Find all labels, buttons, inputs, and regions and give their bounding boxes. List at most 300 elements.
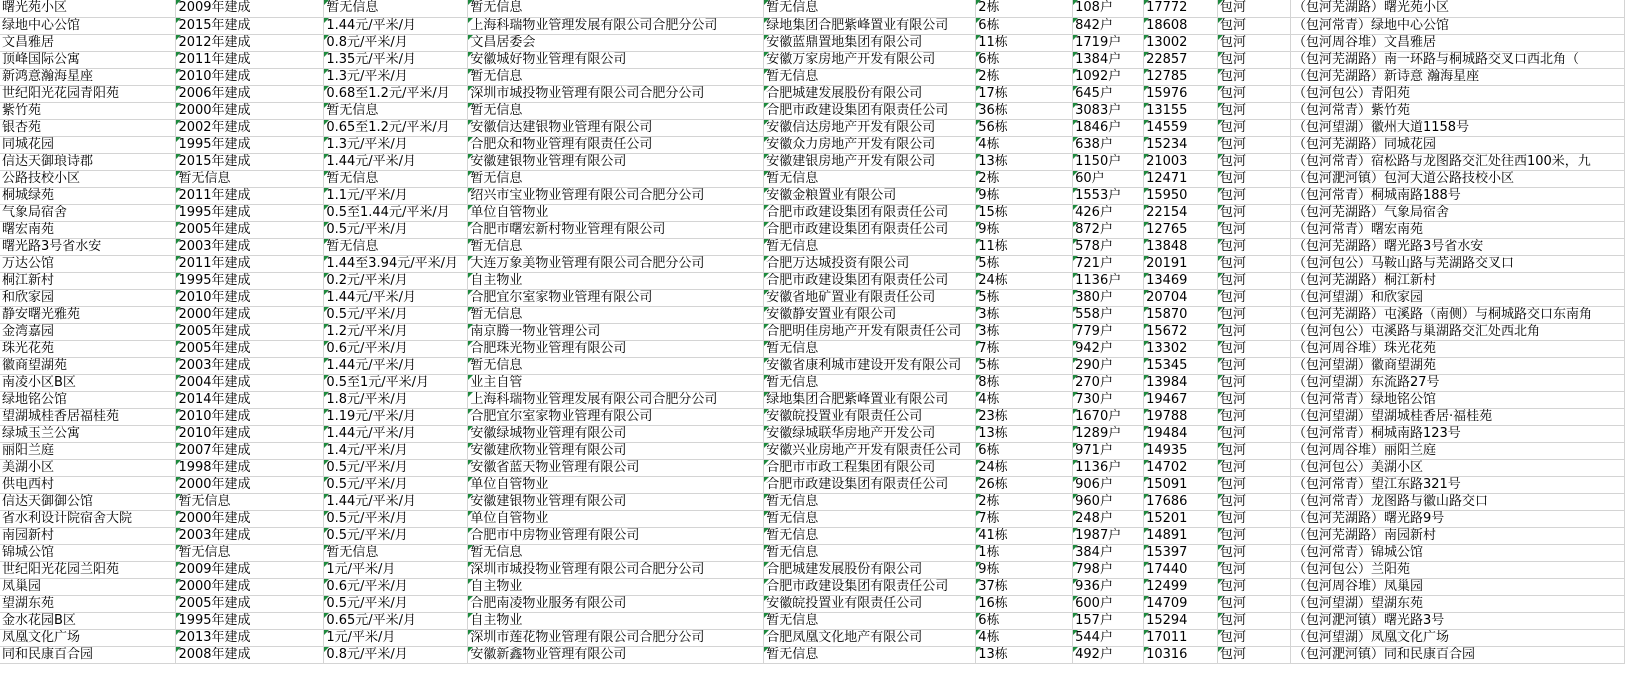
cell-household-count[interactable]: 270户: [1073, 374, 1144, 391]
cell-property-fee[interactable]: 0.5元/平米/月: [324, 510, 468, 527]
cell-household-count[interactable]: 872户: [1073, 221, 1144, 238]
cell-household-count[interactable]: 157户: [1073, 612, 1144, 629]
cell-district[interactable]: 包河: [1218, 187, 1291, 204]
cell-building-count[interactable]: 24栋: [976, 272, 1073, 289]
cell-property-company[interactable]: 南京腾一物业管理公司: [468, 323, 764, 340]
cell-district[interactable]: 包河: [1218, 323, 1291, 340]
cell-developer[interactable]: 绿地集团合肥紫峰置业有限公司: [764, 391, 976, 408]
cell-community-name[interactable]: 世纪阳光花园青阳苑: [0, 85, 176, 102]
cell-property-fee[interactable]: 1.44元/平米/月: [324, 493, 468, 510]
cell-address[interactable]: （包河芜湖路）曙光路3号省水安: [1290, 238, 1624, 255]
cell-address[interactable]: （包河常青）桐城南路188号: [1290, 187, 1624, 204]
cell-developer[interactable]: 合肥城建发展股份有限公司: [764, 561, 976, 578]
cell-household-count[interactable]: 1719户: [1073, 34, 1144, 51]
cell-property-company[interactable]: 大连万象美物业管理有限公司合肥分公司: [468, 255, 764, 272]
cell-developer[interactable]: 暂无信息: [764, 340, 976, 357]
cell-address[interactable]: （包河芜湖路）曙光路9号: [1290, 510, 1624, 527]
cell-unit-price[interactable]: 15397: [1144, 544, 1218, 561]
cell-district[interactable]: 包河: [1218, 425, 1291, 442]
cell-community-name[interactable]: 世纪阳光花园兰阳苑: [0, 561, 176, 578]
cell-property-fee[interactable]: 0.6元/平米/月: [324, 578, 468, 595]
cell-property-company[interactable]: 安徽信达建银物业管理有限公司: [468, 119, 764, 136]
cell-property-fee[interactable]: 1.8元/平米/月: [324, 391, 468, 408]
cell-address[interactable]: （包河包公）马鞍山路与芜湖路交叉口: [1290, 255, 1624, 272]
cell-property-fee[interactable]: 1.44元/平米/月: [324, 357, 468, 374]
cell-property-company[interactable]: 合肥珠光物业管理有限公司: [468, 340, 764, 357]
cell-building-count[interactable]: 17栋: [976, 85, 1073, 102]
cell-district[interactable]: 包河: [1218, 493, 1291, 510]
cell-build-year[interactable]: 1998年建成: [176, 459, 324, 476]
cell-property-fee[interactable]: 0.5元/平米/月: [324, 221, 468, 238]
cell-property-company[interactable]: 合肥众和物业管理有限责任公司: [468, 136, 764, 153]
cell-building-count[interactable]: 9栋: [976, 221, 1073, 238]
cell-property-fee[interactable]: 1.3元/平米/月: [324, 136, 468, 153]
cell-district[interactable]: 包河: [1218, 476, 1291, 493]
cell-developer[interactable]: 合肥市政建设集团有限责任公司: [764, 476, 976, 493]
cell-community-name[interactable]: 金水花园B区: [0, 612, 176, 629]
cell-property-company[interactable]: 安徽建银物业管理有限公司: [468, 153, 764, 170]
cell-building-count[interactable]: 2栋: [976, 68, 1073, 85]
cell-developer[interactable]: 合肥市市政工程集团有限公司: [764, 459, 976, 476]
cell-community-name[interactable]: 绿地中心公馆: [0, 17, 176, 34]
cell-developer[interactable]: 安徽万家房地产开发有限公司: [764, 51, 976, 68]
cell-unit-price[interactable]: 15234: [1144, 136, 1218, 153]
cell-build-year[interactable]: 2013年建成: [176, 629, 324, 646]
cell-property-company[interactable]: 深圳市城投物业管理有限公司合肥分公司: [468, 85, 764, 102]
cell-district[interactable]: 包河: [1218, 578, 1291, 595]
cell-household-count[interactable]: 638户: [1073, 136, 1144, 153]
cell-community-name[interactable]: 同城花园: [0, 136, 176, 153]
cell-address[interactable]: （包河周谷堆）珠光花苑: [1290, 340, 1624, 357]
cell-address[interactable]: （包河芜湖路）屯溪路（南侧）与桐城路交口东南角: [1290, 306, 1624, 323]
cell-build-year[interactable]: 暂无信息: [176, 493, 324, 510]
cell-build-year[interactable]: 1995年建成: [176, 204, 324, 221]
cell-building-count[interactable]: 13栋: [976, 646, 1073, 663]
cell-household-count[interactable]: 380户: [1073, 289, 1144, 306]
cell-property-company[interactable]: 安徽绿城物业管理有限公司: [468, 425, 764, 442]
cell-property-company[interactable]: 暂无信息: [468, 544, 764, 561]
cell-property-company[interactable]: 合肥市曙宏新村物业管理有限公司: [468, 221, 764, 238]
cell-property-company[interactable]: 合肥市中房物业管理有限公司: [468, 527, 764, 544]
cell-building-count[interactable]: 4栋: [976, 136, 1073, 153]
cell-community-name[interactable]: 望湖城桂香居福桂苑: [0, 408, 176, 425]
cell-building-count[interactable]: 11栋: [976, 238, 1073, 255]
cell-building-count[interactable]: 56栋: [976, 119, 1073, 136]
cell-household-count[interactable]: 1136户: [1073, 459, 1144, 476]
cell-address[interactable]: （包河周谷堆）丽阳兰庭: [1290, 442, 1624, 459]
cell-developer[interactable]: 合肥市政建设集团有限责任公司: [764, 102, 976, 119]
cell-community-name[interactable]: 桐江新村: [0, 272, 176, 289]
cell-property-fee[interactable]: 0.5元/平米/月: [324, 306, 468, 323]
cell-build-year[interactable]: 2005年建成: [176, 323, 324, 340]
cell-build-year[interactable]: 2003年建成: [176, 527, 324, 544]
cell-property-company[interactable]: 暂无信息: [468, 238, 764, 255]
cell-address[interactable]: （包河常青）绿地中心公馆: [1290, 17, 1624, 34]
cell-property-fee[interactable]: 0.5至1元/平米/月: [324, 374, 468, 391]
cell-district[interactable]: 包河: [1218, 289, 1291, 306]
cell-property-fee[interactable]: 1.3元/平米/月: [324, 68, 468, 85]
cell-property-fee[interactable]: 1.44元/平米/月: [324, 289, 468, 306]
cell-household-count[interactable]: 1846户: [1073, 119, 1144, 136]
cell-household-count[interactable]: 578户: [1073, 238, 1144, 255]
cell-district[interactable]: 包河: [1218, 51, 1291, 68]
cell-address[interactable]: （包河望湖）东流路27号: [1290, 374, 1624, 391]
cell-property-company[interactable]: 绍兴市宝业物业管理有限公司合肥分公司: [468, 187, 764, 204]
cell-property-company[interactable]: 安徽建欣物业管理有限公司: [468, 442, 764, 459]
cell-unit-price[interactable]: 14709: [1144, 595, 1218, 612]
cell-unit-price[interactable]: 12785: [1144, 68, 1218, 85]
cell-district[interactable]: 包河: [1218, 272, 1291, 289]
cell-household-count[interactable]: 1092户: [1073, 68, 1144, 85]
cell-unit-price[interactable]: 13984: [1144, 374, 1218, 391]
cell-property-fee[interactable]: 1.44至3.94元/平米/月: [324, 255, 468, 272]
cell-build-year[interactable]: 2003年建成: [176, 238, 324, 255]
cell-property-fee[interactable]: 0.2元/平米/月: [324, 272, 468, 289]
cell-property-fee[interactable]: 1.4元/平米/月: [324, 442, 468, 459]
cell-building-count[interactable]: 7栋: [976, 510, 1073, 527]
cell-unit-price[interactable]: 17772: [1144, 0, 1218, 17]
cell-address[interactable]: （包河常青）曙宏南苑: [1290, 221, 1624, 238]
cell-property-fee[interactable]: 0.5元/平米/月: [324, 527, 468, 544]
cell-unit-price[interactable]: 17011: [1144, 629, 1218, 646]
cell-developer[interactable]: 安徽众力房地产开发有限公司: [764, 136, 976, 153]
cell-community-name[interactable]: 曙光苑小区: [0, 0, 176, 17]
cell-building-count[interactable]: 37栋: [976, 578, 1073, 595]
cell-building-count[interactable]: 8栋: [976, 374, 1073, 391]
cell-developer[interactable]: 暂无信息: [764, 170, 976, 187]
cell-community-name[interactable]: 桐城绿苑: [0, 187, 176, 204]
cell-district[interactable]: 包河: [1218, 204, 1291, 221]
cell-district[interactable]: 包河: [1218, 221, 1291, 238]
cell-unit-price[interactable]: 15672: [1144, 323, 1218, 340]
cell-developer[interactable]: 暂无信息: [764, 0, 976, 17]
cell-unit-price[interactable]: 13469: [1144, 272, 1218, 289]
cell-community-name[interactable]: 万达公馆: [0, 255, 176, 272]
cell-property-company[interactable]: 安徽城好物业管理有限公司: [468, 51, 764, 68]
cell-community-name[interactable]: 南园新村: [0, 527, 176, 544]
cell-property-company[interactable]: 上海科瑞物业管理发展有限公司合肥分公司: [468, 17, 764, 34]
cell-district[interactable]: 包河: [1218, 391, 1291, 408]
cell-address[interactable]: （包河包公）屯溪路与巢湖路交汇处西北角: [1290, 323, 1624, 340]
cell-build-year[interactable]: 2000年建成: [176, 578, 324, 595]
cell-household-count[interactable]: 842户: [1073, 17, 1144, 34]
cell-property-company[interactable]: 单位自管物业: [468, 476, 764, 493]
cell-building-count[interactable]: 23栋: [976, 408, 1073, 425]
cell-household-count[interactable]: 721户: [1073, 255, 1144, 272]
cell-developer[interactable]: 安徽信达房地产开发有限公司: [764, 119, 976, 136]
cell-unit-price[interactable]: 15345: [1144, 357, 1218, 374]
cell-developer[interactable]: 安徽建银房地产开发有限公司: [764, 153, 976, 170]
cell-property-fee[interactable]: 暂无信息: [324, 544, 468, 561]
cell-address[interactable]: （包河芜湖路）南一环路与桐城路交叉口西北角（: [1290, 51, 1624, 68]
cell-property-fee[interactable]: 1.44元/平米/月: [324, 17, 468, 34]
cell-address[interactable]: （包河包公）美湖小区: [1290, 459, 1624, 476]
cell-developer[interactable]: 合肥明佳房地产开发有限责任公司: [764, 323, 976, 340]
cell-address[interactable]: （包河常青）宿松路与龙图路交汇处往西100米，九: [1290, 153, 1624, 170]
cell-property-fee[interactable]: 0.65至1.2元/平米/月: [324, 119, 468, 136]
cell-building-count[interactable]: 6栋: [976, 17, 1073, 34]
cell-district[interactable]: 包河: [1218, 136, 1291, 153]
cell-developer[interactable]: 安徽静安置业有限公司: [764, 306, 976, 323]
cell-household-count[interactable]: 60户: [1073, 170, 1144, 187]
cell-property-company[interactable]: 自主物业: [468, 578, 764, 595]
cell-property-company[interactable]: 单位自管物业: [468, 204, 764, 221]
cell-building-count[interactable]: 5栋: [976, 357, 1073, 374]
cell-address[interactable]: （包河淝河镇）包河大道公路技校小区: [1290, 170, 1624, 187]
cell-community-name[interactable]: 公路技校小区: [0, 170, 176, 187]
cell-community-name[interactable]: 徽商望湖苑: [0, 357, 176, 374]
cell-address[interactable]: （包河淝河镇）曙光路3号: [1290, 612, 1624, 629]
cell-property-fee[interactable]: 暂无信息: [324, 170, 468, 187]
cell-address[interactable]: （包河周谷堆）凤巢园: [1290, 578, 1624, 595]
cell-developer[interactable]: 暂无信息: [764, 68, 976, 85]
cell-community-name[interactable]: 紫竹苑: [0, 102, 176, 119]
cell-property-fee[interactable]: 1.44元/平米/月: [324, 425, 468, 442]
cell-community-name[interactable]: 金湾嘉园: [0, 323, 176, 340]
cell-household-count[interactable]: 1553户: [1073, 187, 1144, 204]
cell-build-year[interactable]: 2010年建成: [176, 68, 324, 85]
cell-community-name[interactable]: 顶峰国际公寓: [0, 51, 176, 68]
cell-household-count[interactable]: 1670户: [1073, 408, 1144, 425]
cell-build-year[interactable]: 2004年建成: [176, 374, 324, 391]
cell-community-name[interactable]: 信达天御御公馆: [0, 493, 176, 510]
cell-household-count[interactable]: 779户: [1073, 323, 1144, 340]
cell-district[interactable]: 包河: [1218, 629, 1291, 646]
cell-district[interactable]: 包河: [1218, 170, 1291, 187]
cell-district[interactable]: 包河: [1218, 34, 1291, 51]
cell-property-fee[interactable]: 暂无信息: [324, 102, 468, 119]
cell-district[interactable]: 包河: [1218, 357, 1291, 374]
cell-household-count[interactable]: 906户: [1073, 476, 1144, 493]
cell-district[interactable]: 包河: [1218, 612, 1291, 629]
cell-community-name[interactable]: 珠光花苑: [0, 340, 176, 357]
cell-developer[interactable]: 安徽金粮置业有限公司: [764, 187, 976, 204]
cell-community-name[interactable]: 信达天御琅诗郡: [0, 153, 176, 170]
cell-build-year[interactable]: 2000年建成: [176, 510, 324, 527]
cell-district[interactable]: 包河: [1218, 119, 1291, 136]
cell-household-count[interactable]: 426户: [1073, 204, 1144, 221]
cell-build-year[interactable]: 1995年建成: [176, 612, 324, 629]
cell-district[interactable]: 包河: [1218, 544, 1291, 561]
cell-build-year[interactable]: 2005年建成: [176, 221, 324, 238]
cell-developer[interactable]: 合肥城建发展股份有限公司: [764, 85, 976, 102]
cell-address[interactable]: （包河望湖）凤凰文化广场: [1290, 629, 1624, 646]
cell-building-count[interactable]: 9栋: [976, 561, 1073, 578]
cell-household-count[interactable]: 1289户: [1073, 425, 1144, 442]
cell-address[interactable]: （包河芜湖路）南园新村: [1290, 527, 1624, 544]
cell-property-company[interactable]: 暂无信息: [468, 0, 764, 17]
cell-property-company[interactable]: 自主物业: [468, 612, 764, 629]
cell-address[interactable]: （包河望湖）和欣家园: [1290, 289, 1624, 306]
cell-district[interactable]: 包河: [1218, 408, 1291, 425]
cell-district[interactable]: 包河: [1218, 561, 1291, 578]
cell-address[interactable]: （包河常青）绿地铭公馆: [1290, 391, 1624, 408]
cell-building-count[interactable]: 6栋: [976, 612, 1073, 629]
cell-community-name[interactable]: 同和民康百合园: [0, 646, 176, 663]
cell-address[interactable]: （包河常青）龙图路与徽山路交口: [1290, 493, 1624, 510]
cell-build-year[interactable]: 2000年建成: [176, 306, 324, 323]
cell-community-name[interactable]: 省水利设计院宿舍大院: [0, 510, 176, 527]
cell-district[interactable]: 包河: [1218, 238, 1291, 255]
cell-household-count[interactable]: 1987户: [1073, 527, 1144, 544]
cell-community-name[interactable]: 和欣家园: [0, 289, 176, 306]
cell-build-year[interactable]: 2009年建成: [176, 561, 324, 578]
cell-building-count[interactable]: 4栋: [976, 391, 1073, 408]
cell-unit-price[interactable]: 15201: [1144, 510, 1218, 527]
cell-building-count[interactable]: 2栋: [976, 0, 1073, 17]
cell-property-company[interactable]: 安徽新鑫物业管理有限公司: [468, 646, 764, 663]
cell-unit-price[interactable]: 19788: [1144, 408, 1218, 425]
cell-property-fee[interactable]: 0.8元/平米/月: [324, 646, 468, 663]
cell-household-count[interactable]: 384户: [1073, 544, 1144, 561]
cell-unit-price[interactable]: 12471: [1144, 170, 1218, 187]
cell-unit-price[interactable]: 22154: [1144, 204, 1218, 221]
cell-unit-price[interactable]: 10316: [1144, 646, 1218, 663]
cell-unit-price[interactable]: 12765: [1144, 221, 1218, 238]
cell-household-count[interactable]: 798户: [1073, 561, 1144, 578]
cell-building-count[interactable]: 13栋: [976, 153, 1073, 170]
cell-address[interactable]: （包河芜湖路）新诗意 瀚海星座: [1290, 68, 1624, 85]
cell-developer[interactable]: 安徽皖投置业有限责任公司: [764, 408, 976, 425]
cell-build-year[interactable]: 2010年建成: [176, 425, 324, 442]
cell-unit-price[interactable]: 20191: [1144, 255, 1218, 272]
cell-address[interactable]: （包河望湖）望湖东苑: [1290, 595, 1624, 612]
cell-community-name[interactable]: 新鸿意瀚海星座: [0, 68, 176, 85]
cell-district[interactable]: 包河: [1218, 459, 1291, 476]
cell-community-name[interactable]: 丽阳兰庭: [0, 442, 176, 459]
cell-building-count[interactable]: 6栋: [976, 51, 1073, 68]
cell-build-year[interactable]: 2005年建成: [176, 340, 324, 357]
cell-household-count[interactable]: 492户: [1073, 646, 1144, 663]
cell-property-fee[interactable]: 1.19元/平米/月: [324, 408, 468, 425]
cell-building-count[interactable]: 15栋: [976, 204, 1073, 221]
cell-address[interactable]: （包河芜湖路）桐江新村: [1290, 272, 1624, 289]
cell-community-name[interactable]: 锦城公馆: [0, 544, 176, 561]
cell-developer[interactable]: 安徽皖投置业有限责任公司: [764, 595, 976, 612]
cell-address[interactable]: （包河常青）紫竹苑: [1290, 102, 1624, 119]
cell-build-year[interactable]: 2000年建成: [176, 476, 324, 493]
cell-developer[interactable]: 暂无信息: [764, 646, 976, 663]
cell-developer[interactable]: 暂无信息: [764, 493, 976, 510]
cell-property-fee[interactable]: 0.5至1.44元/平米/月: [324, 204, 468, 221]
cell-unit-price[interactable]: 14935: [1144, 442, 1218, 459]
cell-building-count[interactable]: 3栋: [976, 323, 1073, 340]
cell-developer[interactable]: 安徽兴业房地产开发有限责任公司: [764, 442, 976, 459]
cell-community-name[interactable]: 气象局宿舍: [0, 204, 176, 221]
cell-developer[interactable]: 合肥市政建设集团有限责任公司: [764, 578, 976, 595]
cell-build-year[interactable]: 2002年建成: [176, 119, 324, 136]
cell-community-name[interactable]: 曙宏南苑: [0, 221, 176, 238]
cell-property-company[interactable]: 业主自管: [468, 374, 764, 391]
cell-property-company[interactable]: 深圳市城投物业管理有限公司合肥分公司: [468, 561, 764, 578]
cell-unit-price[interactable]: 13155: [1144, 102, 1218, 119]
cell-unit-price[interactable]: 13848: [1144, 238, 1218, 255]
cell-community-name[interactable]: 文昌雅居: [0, 34, 176, 51]
cell-build-year[interactable]: 2003年建成: [176, 357, 324, 374]
cell-household-count[interactable]: 558户: [1073, 306, 1144, 323]
cell-household-count[interactable]: 1150户: [1073, 153, 1144, 170]
cell-household-count[interactable]: 960户: [1073, 493, 1144, 510]
cell-address[interactable]: （包河包公）青阳苑: [1290, 85, 1624, 102]
cell-property-fee[interactable]: 0.65元/平米/月: [324, 612, 468, 629]
cell-community-name[interactable]: 望湖东苑: [0, 595, 176, 612]
cell-property-fee[interactable]: 0.6元/平米/月: [324, 340, 468, 357]
cell-address[interactable]: （包河望湖）徽州大道1158号: [1290, 119, 1624, 136]
cell-building-count[interactable]: 24栋: [976, 459, 1073, 476]
cell-district[interactable]: 包河: [1218, 595, 1291, 612]
cell-unit-price[interactable]: 15091: [1144, 476, 1218, 493]
cell-build-year[interactable]: 2012年建成: [176, 34, 324, 51]
cell-household-count[interactable]: 290户: [1073, 357, 1144, 374]
cell-household-count[interactable]: 730户: [1073, 391, 1144, 408]
cell-household-count[interactable]: 108户: [1073, 0, 1144, 17]
cell-developer[interactable]: 暂无信息: [764, 544, 976, 561]
cell-building-count[interactable]: 6栋: [976, 442, 1073, 459]
cell-property-company[interactable]: 深圳市莲花物业管理有限公司合肥分公司: [468, 629, 764, 646]
cell-address[interactable]: （包河芜湖路）同城花园: [1290, 136, 1624, 153]
cell-property-fee[interactable]: 0.5元/平米/月: [324, 476, 468, 493]
cell-property-company[interactable]: 单位自管物业: [468, 510, 764, 527]
cell-unit-price[interactable]: 17440: [1144, 561, 1218, 578]
cell-household-count[interactable]: 971户: [1073, 442, 1144, 459]
cell-property-company[interactable]: 暂无信息: [468, 306, 764, 323]
cell-community-name[interactable]: 凤凰文化广场: [0, 629, 176, 646]
cell-build-year[interactable]: 2011年建成: [176, 255, 324, 272]
cell-address[interactable]: （包河包公）兰阳苑: [1290, 561, 1624, 578]
cell-building-count[interactable]: 5栋: [976, 289, 1073, 306]
cell-property-fee[interactable]: 暂无信息: [324, 0, 468, 17]
cell-property-company[interactable]: 暂无信息: [468, 102, 764, 119]
cell-developer[interactable]: 暂无信息: [764, 374, 976, 391]
cell-build-year[interactable]: 2007年建成: [176, 442, 324, 459]
cell-unit-price[interactable]: 20704: [1144, 289, 1218, 306]
cell-address[interactable]: （包河周谷堆）文昌雅居: [1290, 34, 1624, 51]
cell-district[interactable]: 包河: [1218, 255, 1291, 272]
cell-property-company[interactable]: 合肥宜尔室家物业管理有限公司: [468, 408, 764, 425]
cell-property-company[interactable]: 暂无信息: [468, 170, 764, 187]
cell-property-fee[interactable]: 0.5元/平米/月: [324, 595, 468, 612]
cell-unit-price[interactable]: 15870: [1144, 306, 1218, 323]
cell-unit-price[interactable]: 19484: [1144, 425, 1218, 442]
cell-unit-price[interactable]: 13302: [1144, 340, 1218, 357]
cell-building-count[interactable]: 7栋: [976, 340, 1073, 357]
cell-developer[interactable]: 安徽省地矿置业有限责任公司: [764, 289, 976, 306]
cell-developer[interactable]: 暂无信息: [764, 612, 976, 629]
cell-developer[interactable]: 安徽蓝鼎置地集团有限公司: [764, 34, 976, 51]
cell-build-year[interactable]: 暂无信息: [176, 170, 324, 187]
cell-build-year[interactable]: 2010年建成: [176, 289, 324, 306]
cell-property-company[interactable]: 文昌居委会: [468, 34, 764, 51]
cell-property-fee[interactable]: 1.2元/平米/月: [324, 323, 468, 340]
cell-developer[interactable]: 合肥万达城投资有限公司: [764, 255, 976, 272]
cell-build-year[interactable]: 2015年建成: [176, 153, 324, 170]
cell-building-count[interactable]: 2栋: [976, 493, 1073, 510]
cell-household-count[interactable]: 3083户: [1073, 102, 1144, 119]
cell-property-fee[interactable]: 1元/平米/月: [324, 629, 468, 646]
cell-district[interactable]: 包河: [1218, 374, 1291, 391]
cell-build-year[interactable]: 1995年建成: [176, 272, 324, 289]
cell-district[interactable]: 包河: [1218, 153, 1291, 170]
cell-build-year[interactable]: 2008年建成: [176, 646, 324, 663]
cell-developer[interactable]: 安徽省康利城市建设开发有限公司: [764, 357, 976, 374]
cell-developer[interactable]: 安徽绿城联华房地产开发公司: [764, 425, 976, 442]
cell-building-count[interactable]: 11栋: [976, 34, 1073, 51]
cell-unit-price[interactable]: 14891: [1144, 527, 1218, 544]
cell-district[interactable]: 包河: [1218, 510, 1291, 527]
cell-developer[interactable]: 合肥市政建设集团有限责任公司: [764, 204, 976, 221]
cell-unit-price[interactable]: 22857: [1144, 51, 1218, 68]
cell-property-company[interactable]: 安徽省蓝天物业管理有限公司: [468, 459, 764, 476]
